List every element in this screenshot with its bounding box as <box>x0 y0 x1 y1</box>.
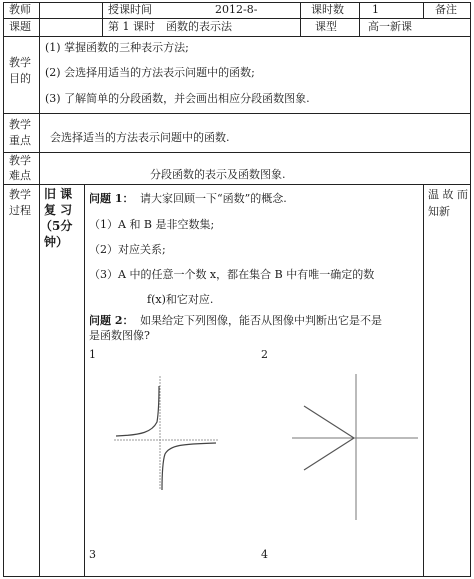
rule-stage-col <box>84 184 85 577</box>
remark-text-2: 知新 <box>428 205 450 218</box>
rule-left <box>3 2 4 577</box>
rule-row4 <box>3 152 471 153</box>
graph-figure-2 <box>290 372 420 522</box>
rule-row1 <box>3 18 471 19</box>
q1-item-3: （3）A 中的任意一个数 x，都在集合 B 中有唯一确定的数 <box>89 268 375 281</box>
rule-row5 <box>3 184 471 185</box>
remarks-label: 备注 <box>435 3 457 16</box>
rule-col-c <box>102 2 103 37</box>
difficulty-text: 分段函数的表示及函数图象. <box>150 168 286 181</box>
q1-tail: f(x)和它对应. <box>147 293 214 306</box>
hours-value: 1 <box>372 3 379 16</box>
time-label: 授课时间 <box>108 3 152 16</box>
rule-remark-col <box>423 184 424 577</box>
stage-line-2: 复 习 <box>44 203 73 217</box>
date-value: 2012-8- <box>215 3 258 16</box>
figure-label-1: 1 <box>89 348 96 361</box>
goal-item-1: (1) 掌握函数的三种表示方法; <box>45 41 189 54</box>
process-label-2: 过程 <box>9 204 31 217</box>
rule-label-col <box>39 2 40 577</box>
graph-figure-1 <box>112 372 220 492</box>
figure-label-4: 4 <box>261 548 268 561</box>
focus-label-2: 重点 <box>9 134 31 147</box>
difficulty-label-1: 教学 <box>9 154 31 167</box>
q1-item-1: （1）A 和 B 是非空数集; <box>89 218 215 231</box>
topic-label: 课题 <box>9 20 31 33</box>
q1-label: 问题 1： <box>89 192 134 205</box>
type-label: 课型 <box>315 20 337 33</box>
type-value: 高一新课 <box>368 20 412 33</box>
figure-label-2: 2 <box>261 348 268 361</box>
q2-text-1: 如果给定下列图像，能否从图像中判断出它是不是 <box>140 314 382 327</box>
q1-text: 请大家回顾一下“函数”的概念. <box>140 192 287 205</box>
rule-right <box>470 2 471 577</box>
focus-label-1: 教学 <box>9 118 31 131</box>
goals-label-2: 目的 <box>9 72 31 85</box>
q2-text-2: 是函数图像? <box>89 329 150 342</box>
process-label-1: 教学 <box>9 188 31 201</box>
figure-label-3: 3 <box>89 548 96 561</box>
goal-item-3: (3) 了解简单的分段函数，并会画出相应分段函数图象. <box>45 92 310 105</box>
difficulty-label-2: 难点 <box>9 169 31 182</box>
q2-label: 问题 2： <box>89 314 134 327</box>
q1-item-2: （2）对应关系; <box>89 243 166 256</box>
topic-value: 第 1 课时 函数的表示法 <box>108 20 232 33</box>
focus-text: 会选择适当的方法表示问题中的函数. <box>50 131 230 144</box>
remark-text-1: 温 故 而 <box>428 188 468 201</box>
rule-col-e <box>359 2 360 37</box>
goals-label-1: 教学 <box>9 56 31 69</box>
rule-bottom <box>3 576 471 577</box>
rule-row2 <box>3 36 471 37</box>
teacher-label: 教师 <box>9 3 31 16</box>
rule-col-d <box>300 2 301 37</box>
stage-line-4: 钟） <box>44 235 69 249</box>
rule-col-f <box>423 2 424 19</box>
rule-row3 <box>3 113 471 114</box>
stage-line-3: （5分 <box>40 219 73 233</box>
stage-line-1: 旧 课 <box>44 187 73 201</box>
hours-label: 课时数 <box>311 3 344 16</box>
goal-item-2: (2) 会选择用适当的方法表示问题中的函数; <box>45 66 255 79</box>
